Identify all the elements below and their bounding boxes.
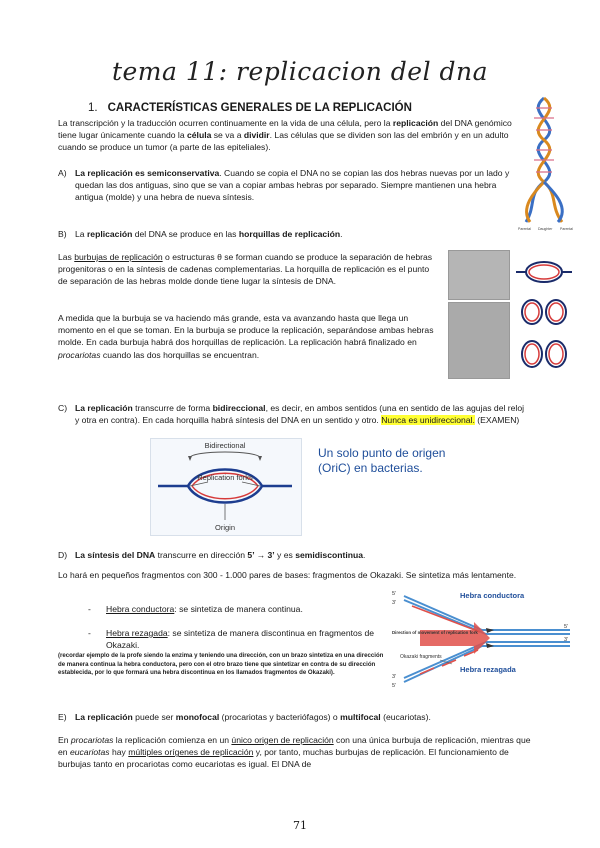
- section-number: 1.: [88, 102, 98, 114]
- point-a: [58, 167, 518, 204]
- replication-forks-label: Replication forks: [197, 473, 253, 482]
- helix-label-parental: Parental: [518, 227, 532, 231]
- oric-note: Un solo punto de origen (OriC) en bacterias.: [318, 446, 446, 475]
- point-a-text: La replicación es semiconservativa. Cuando se copia el DNA no se copian las dos hebras nuevas por un lado y quedan las dos antiguas, sino que se van a copiar ambas hebras por separado. Siempre mantienen una hebra antigua (molde) y una hebra de nueva síntesis.: [75, 168, 510, 203]
- fork-three-prime-1: 3’: [392, 600, 397, 606]
- fork-direction-label: Direction of movement of replication fork: [392, 630, 478, 635]
- point-c-label: C): [58, 403, 68, 413]
- final-paragraph: En procariotas la replicación comienza en un único origen de replicación con una única burbuja de replicación, mientras que en eucariotas hay múltiples orígenes de replicación y, por tanto, muchas burbujas de replicación. El funcionamiento de burbujas tanto en procariotas como eucariotas es igual. El DNA de: [58, 735, 531, 770]
- helix-label-parental-2: Parental: [560, 227, 574, 231]
- bubbles-paragraph: Las burbujas de replicación o estructuras θ se forman cuando se produce la separación de hebras progenitoras o en la síntesis de cadenas complementarias. La horquilla de replicación es el punto de separación de las hebras molde donde tiene lugar la síntesis de DNA.: [58, 252, 433, 287]
- replication-bubbles-photo: [448, 250, 576, 378]
- bidirectional-figure: [150, 438, 458, 538]
- bullet-leading: - Hebra conductora: se sintetiza de manera continua.: [88, 604, 303, 614]
- leading-strand-label-1: Hebra conductora: [460, 591, 525, 600]
- point-d: [58, 549, 528, 561]
- replication-fork-figure: [390, 586, 580, 692]
- fork-three-prime-2: 3’: [564, 637, 569, 643]
- teacher-note: (recordar ejemplo de la profe siendo la enzima y teniendo una dirección, con un brazo sintetiza en una dirección de manera continua la hebra conductora, pero con el otro brazo tiene que sintetizar en contra de su dirección establecida, por lo que formará una hebra discontinua en los llamados fragmentos de Okazaki).: [58, 652, 384, 677]
- lagging-strand-label: Hebra rezagada: [460, 665, 516, 674]
- fork-five-prime-2: 5’: [564, 624, 569, 630]
- helix-label-daughter: Daughter: [538, 227, 553, 231]
- page-number: 71: [293, 819, 307, 832]
- intro-paragraph: La transcripción y la traducción ocurren continuamente en la vida de una célula, pero la replicación del DNA genómico tiene lugar únicamente cuando la célula se va a dividir. Las células que se dividen son las del embrión y en un adulto cuando se produce un tumor (a parte de las epiteliales).: [58, 118, 512, 153]
- fork-five-prime-3: 5’: [392, 683, 397, 689]
- exam-highlight: Nunca es unidireccional.: [381, 415, 475, 426]
- point-b-label: B): [58, 229, 67, 239]
- point-d-label: D): [58, 550, 68, 560]
- okazaki-label: Okazaki fragments: [400, 654, 442, 660]
- point-d-text: La síntesis del DNA transcurre en dirección 5’ → 3’ y es semidiscontinua.: [75, 550, 366, 560]
- section-title: CARACTERÍSTICAS GENERALES DE LA REPLICACIÓN: [107, 102, 412, 114]
- page-title: tema 11: replicacion del dna: [111, 57, 489, 86]
- section-heading: [88, 100, 412, 116]
- dna-replication-helix-figure: [514, 96, 586, 234]
- point-e-label: E): [58, 712, 67, 722]
- point-c-text: La replicación transcurre de forma bidireccional, es decir, en ambos sentidos (una en sentido de las agujas del reloj y otra en contra). En cada horquilla habrá síntesis del DNA en un sentido y otro. Nunca es unidireccional. (EXAMEN): [75, 403, 525, 426]
- point-c: [58, 402, 528, 426]
- point-b: [58, 228, 518, 240]
- origin-label: Origin: [214, 523, 236, 532]
- point-e: [58, 711, 528, 723]
- point-a-label: A): [58, 168, 67, 178]
- fork-three-prime-3: 3’: [392, 674, 397, 680]
- point-b-text: La replicación del DNA se produce en las horquillas de replicación.: [75, 229, 343, 239]
- bidirectional-label: Bidirectional: [204, 441, 246, 450]
- point-e-text: La replicación puede ser monofocal (procariotas y bacteriófagos) o multifocal (eucariotas).: [75, 712, 431, 722]
- bullet-lagging: - Hebra rezagada: se sintetiza de manera discontinua en fragmentos de Okazaki.: [88, 628, 375, 651]
- okazaki-paragraph: Lo hará en pequeños fragmentos con 300 - 1.000 pares de bases: fragmentos de Okazaki. Se sintetiza más lentamente.: [58, 570, 517, 580]
- bubble-growth-paragraph: A medida que la burbuja se va haciendo más grande, esta va avanzando hasta que llega un momento en el que se toman. En la burbuja se produce la replicación, separándose ambas hebras molde. En cada burbuja habrá dos horquillas de replicación. La replicación habrá finalizado en procariotas cuando las dos horquillas se encuentran.: [58, 313, 434, 360]
- fork-five-prime-1: 5’: [392, 591, 397, 597]
